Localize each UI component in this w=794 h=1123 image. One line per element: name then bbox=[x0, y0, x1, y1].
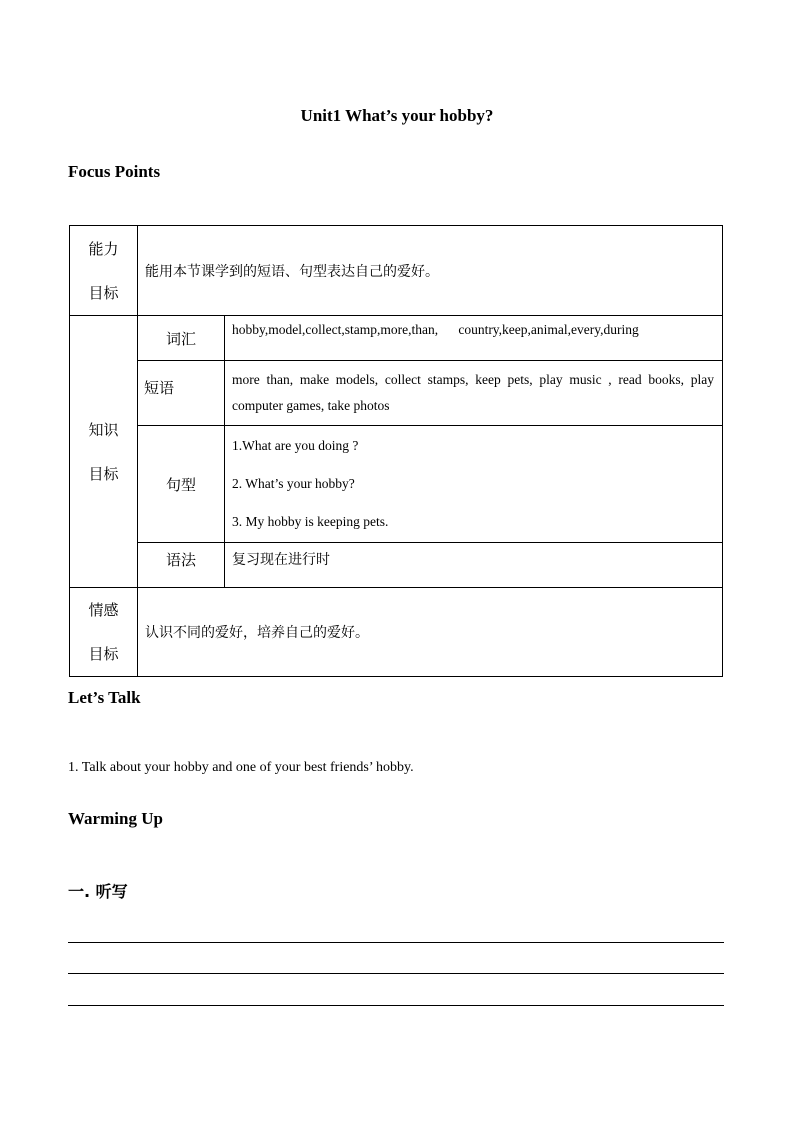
vocabulary-content: hobby,model,collect,stamp,more,than, country,keep,animal,every,during bbox=[225, 316, 723, 361]
document-title: Unit1 What’s your hobby? bbox=[300, 106, 494, 125]
ability-content: 能用本节课学到的短语、句型表达自己的爱好。 bbox=[138, 226, 723, 316]
emotion-label-cell bbox=[70, 588, 138, 677]
objectives-table bbox=[69, 225, 723, 677]
sentence-2: 2. What’s your hobby? bbox=[232, 476, 355, 491]
sentences-content bbox=[225, 426, 723, 543]
lets-talk-item: 1. Talk about your hobby and one of your best friends’ hobby. bbox=[68, 760, 414, 775]
ability-row bbox=[70, 226, 723, 316]
phrases-content: more than, make models, collect stamps, keep pets, play music , read books, play computer games, take photos bbox=[225, 361, 723, 426]
knowledge-label-cell bbox=[70, 316, 138, 588]
sentence-3: 3. My hobby is keeping pets. bbox=[232, 514, 389, 529]
vocabulary-label: 词汇 bbox=[138, 316, 225, 361]
knowledge-label-line1: 知识 bbox=[88, 420, 119, 439]
sentences-label: 句型 bbox=[138, 426, 225, 543]
dictation-heading: 一. 听写 bbox=[68, 882, 128, 901]
emotion-row bbox=[70, 588, 723, 677]
emotion-label-line2: 目标 bbox=[88, 645, 119, 663]
ability-label-line2: 目标 bbox=[88, 283, 119, 302]
grammar-label: 语法 bbox=[138, 543, 225, 588]
warming-up-heading: Warming Up bbox=[68, 809, 163, 828]
sentences-row bbox=[70, 426, 723, 543]
phrases-row bbox=[70, 361, 723, 426]
sentence-1: 1.What are you doing ? bbox=[232, 438, 359, 453]
focus-points-heading: Focus Points bbox=[68, 162, 161, 181]
writing-line bbox=[68, 1005, 724, 1006]
writing-line bbox=[68, 942, 724, 943]
vocabulary-row bbox=[70, 316, 723, 361]
grammar-content: 复习现在进行时 bbox=[225, 543, 723, 588]
emotion-label-line1: 情感 bbox=[88, 601, 119, 619]
knowledge-label-line2: 目标 bbox=[88, 464, 119, 483]
ability-label-line1: 能力 bbox=[88, 239, 119, 258]
lets-talk-heading: Let’s Talk bbox=[68, 688, 141, 707]
writing-line bbox=[68, 973, 724, 974]
ability-label-cell bbox=[70, 226, 138, 316]
phrases-label: 短语 bbox=[138, 361, 225, 426]
emotion-content: 认识不同的爱好，培养自己的爱好。 bbox=[138, 588, 723, 677]
grammar-row bbox=[70, 543, 723, 588]
